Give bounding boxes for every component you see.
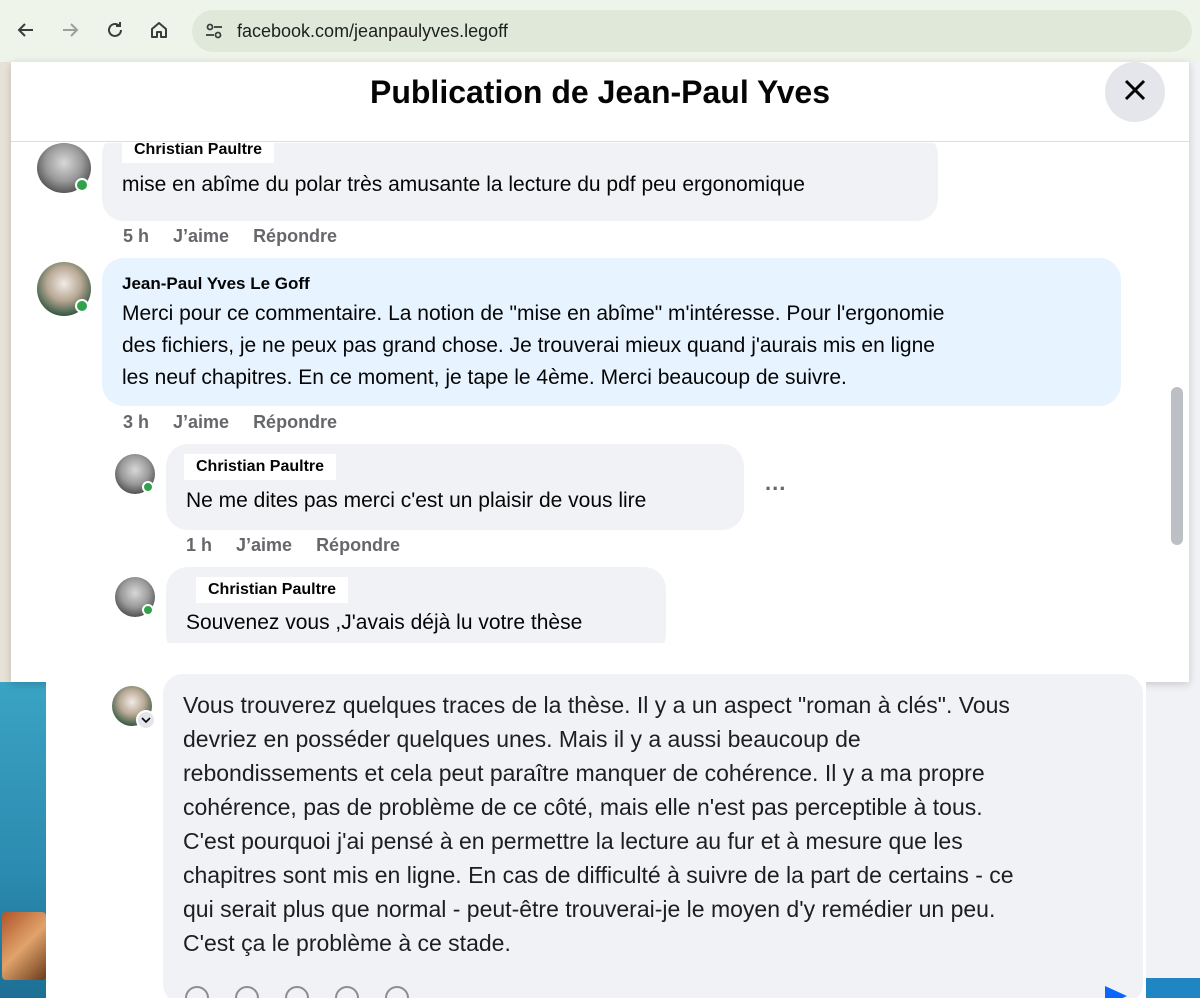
reply-line: rebondissements et cela peut paraître manquer de cohérence. Il y a ma propre [183,760,985,786]
modal-title: Publication de Jean-Paul Yves [369,74,831,110]
comment-text [122,298,1112,394]
like-button[interactable]: J’aime [173,412,230,432]
comment-time[interactable]: 1 h [186,535,213,555]
reply-button[interactable]: Répondre [253,226,338,246]
comment-line: les neuf chapitres. En ce moment, je tape le 4ème. Merci beaucoup de suivre. [122,366,847,389]
reply-line: chapitres sont mis en ligne. En cas de difficulté à suivre de la part de certains - ce [183,862,1014,888]
reply-button[interactable]: Répondre [316,535,401,555]
comment-line: Merci pour ce commentaire. La notion de "mise en abîme" m'intéresse. Pour l'ergonomie [122,302,945,325]
url-text: facebook.com/jeanpaulyves.legoff [237,21,508,41]
like-button[interactable]: J’aime [173,226,230,246]
more-options-icon[interactable]: ... [765,470,787,495]
online-status [142,481,154,493]
reload-icon[interactable] [103,18,127,42]
comment-text: Souvenez vous ,J'avais déjà lu votre thèse [186,611,583,634]
address-bar[interactable] [192,10,1192,52]
comment-time[interactable]: 5 h [123,226,150,246]
comment-text: Ne me dites pas merci c'est un plaisir de vous lire [186,489,647,512]
comment-author[interactable]: Christian Paultre [184,454,336,480]
comment-bubble [102,143,938,221]
reply-line: devriez en posséder quelques unes. Mais il y a aussi beaucoup de [183,726,861,752]
comment-text: mise en abîme du polar très amusante la lecture du pdf peu ergonomique [122,173,805,196]
online-status [75,178,89,192]
background-right-panel [1146,978,1200,998]
chevron-down-icon[interactable] [136,710,156,730]
forward-arrow-icon[interactable] [58,18,82,42]
reply-button[interactable]: Répondre [253,412,338,432]
comment-bubble [166,567,666,643]
reply-text[interactable] [183,688,1133,960]
comment-meta [123,226,361,247]
comment-author[interactable]: Jean-Paul Yves Le Goff [122,274,310,293]
sticker-icon[interactable] [235,986,259,998]
composer-toolbar [185,986,409,998]
scrollbar[interactable] [1171,387,1183,545]
reply-line: Vous trouverez quelques traces de la thèse. Il y a un aspect "roman à clés". Vous [183,692,1010,718]
comment-meta [123,412,361,433]
gif-icon[interactable] [335,986,359,998]
reply-input[interactable] [163,674,1143,998]
comment-time[interactable]: 3 h [123,412,150,432]
post-modal [11,62,1189,682]
comment-meta [186,535,424,556]
comment-bubble [166,444,744,530]
site-settings-icon[interactable] [204,21,224,41]
online-status [75,299,89,313]
back-arrow-icon[interactable] [14,18,38,42]
reply-line: C'est ça le problème à ce stade. [183,930,511,956]
background-thumbnail [2,912,46,980]
home-icon[interactable] [147,18,171,42]
reply-line: cohérence, pas de problème de ce côté, mais elle n'est pas perceptible à tous. [183,794,983,820]
comment-sticker-icon[interactable] [385,986,409,998]
comments-list[interactable] [11,143,1189,643]
send-icon[interactable] [1105,986,1127,998]
comment-author[interactable]: Christian Paultre [122,143,274,163]
emoji-icon[interactable] [185,986,209,998]
comment-author[interactable]: Christian Paultre [196,577,348,603]
reply-line: qui serait plus que normal - peut-être trouverai-je le moyen d'y remédier un peu. [183,896,996,922]
modal-header [11,62,1189,142]
online-status [142,604,154,616]
comment-bubble [102,258,1121,406]
reply-line: C'est pourquoi j'ai pensé à en permettre la lecture au fur et à mesure que les [183,828,963,854]
camera-icon[interactable] [285,986,309,998]
like-button[interactable]: J’aime [236,535,293,555]
close-button[interactable] [1105,62,1165,122]
close-icon [1122,77,1148,108]
comment-line: des fichiers, je ne peux pas grand chose. Je trouverai mieux quand j'aurais mis en ligne [122,334,935,357]
browser-toolbar [0,0,1200,62]
